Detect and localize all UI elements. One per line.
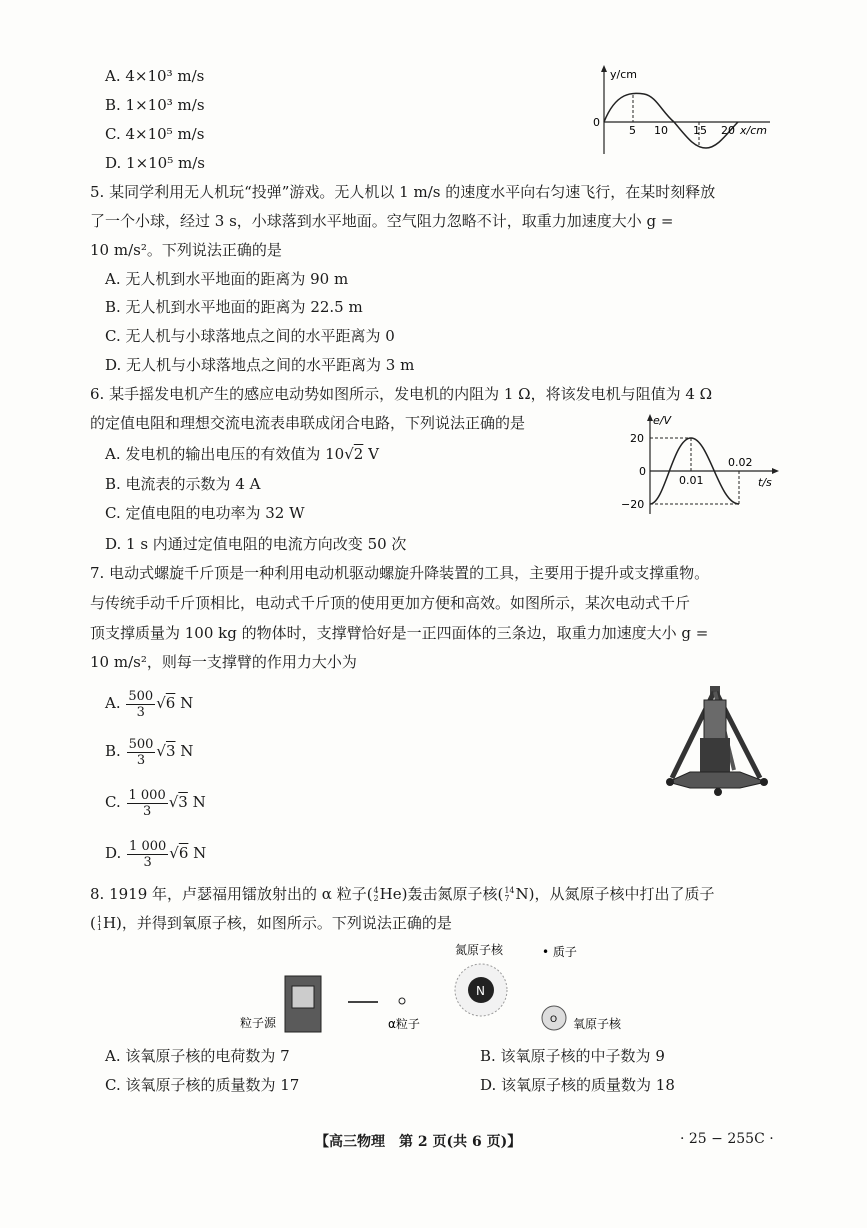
q7-option-b-fraction [127,737,156,768]
q7-option-d-den: 3 [143,854,152,870]
q8-line-2 [90,913,452,933]
q4-option-b: B. 1×10³ m/s [105,96,205,114]
q7-line-1: 7. 电动式螺旋千斤顶是一种利用电动机驱动螺旋升降装置的工具，主要用于提升或支撑重物。 [90,564,710,582]
sqrt-icon: √ [156,742,166,760]
q5-option-d: D. 无人机与小球落地点之间的水平距离为 3 m [105,356,415,374]
q6-option-d: D. 1 s 内通过定值电阻的电流方向改变 50 次 [105,535,407,553]
wave-origin: 0 [593,116,600,129]
emf-ylabel: e/V [653,414,671,427]
q7-option-d-root: 6 [178,844,189,862]
emf-xlabel: t/s [758,476,772,489]
q5-option-a: A. 无人机到水平地面的距离为 90 m [105,270,349,288]
q6-option-a [105,444,379,464]
q8-line-1-a: 8. 1919 年，卢瑟福用镭放射出的 α 粒子( [90,885,373,903]
page-footer: 【高三物理 第 2 页(共 6 页)】 [315,1134,522,1150]
emf-tick-t1: 0.01 [679,474,704,487]
q6-option-a-unit: V [363,445,379,463]
emf-origin: 0 [639,465,646,478]
q7-option-b-den: 3 [136,752,146,768]
q8-option-c: C. 该氧原子核的质量数为 17 [105,1076,300,1094]
q5-line-2: 了一个小球，经过 3 s，小球落到水平地面。空气阻力忽略不计，取重力加速度大小 g = [90,212,674,230]
q7-option-a-unit: N [180,694,194,712]
sqrt-icon: √ [344,445,354,463]
wave-y-arrow [601,65,607,72]
jack-base [668,772,766,788]
q7-option-c-root: 3 [178,793,188,811]
q7-option-a-num: 500 [128,688,154,704]
nuclide-nitrogen [504,887,514,903]
q7-option-a-den: 3 [136,704,145,720]
emf-tick-t2: 0.02 [728,456,753,469]
q7-option-c-letter: C. [105,793,121,811]
q5-line-3: 10 m/s²。下列说法正确的是 [90,241,282,259]
he-z: 2 [373,894,379,903]
q6-option-a-root: 2 [353,445,364,463]
wave-ylabel: y/cm [610,68,637,81]
wave-tick-5: 5 [629,124,636,137]
wave-tick-20: 20 [721,124,735,137]
q7-option-b-num: 500 [128,736,154,752]
q7-option-b-root: 3 [165,742,176,760]
nuclide-helium [374,887,379,903]
q7-option-d [105,838,206,870]
n-z: 7 [504,894,510,903]
h-symbol: H [102,914,117,932]
exam-code: · 25 − 255C · [680,1131,774,1147]
q6-option-c: C. 定值电阻的电功率为 32 W [105,504,305,522]
alpha-label: α粒子 [388,1017,420,1031]
emf-graph [615,410,785,520]
q6-option-a-prefix: A. 发电机的输出电压的有效值为 10 [105,445,345,463]
q8-option-b: B. 该氧原子核的中子数为 9 [480,1047,665,1065]
particle-source-window [292,986,314,1008]
wave-tick-15: 15 [693,124,707,137]
alpha-particle [399,998,405,1004]
jack-wheel-right [760,778,768,786]
wave-graph [590,62,790,162]
source-label: 粒子源 [240,1016,277,1030]
q4-option-d: D. 1×10⁵ m/s [105,154,205,172]
wave-xlabel: x/cm [740,124,767,137]
rutherford-figure [230,940,650,1035]
jack-wheel-left [666,778,674,786]
he-symbol: He [379,885,402,903]
q4-option-c: C. 4×10⁵ m/s [105,125,205,143]
q6-line-1: 6. 某手摇发电机产生的感应电动势如图所示，发电机的内阻为 1 Ω，将该发电机与阻值为 4 Ω [90,385,713,403]
q7-option-c [105,787,206,819]
sqrt-icon: √ [169,844,179,862]
q7-option-c-unit: N [192,793,206,811]
n-mass: 14 [504,886,515,895]
h-z: 1 [96,923,102,932]
n-symbol: N [515,885,529,903]
q7-option-a-fraction [126,689,155,720]
q7-option-a-root: 6 [165,694,176,712]
nitrogen-label: 氮原子核 [455,943,504,957]
q8-line-2-b: )，并得到氧原子核，如图所示。下列说法正确的是 [116,914,452,932]
q7-line-2: 与传统手动千斤顶相比，电动式千斤顶的使用更加方便和高效。如图所示，某次电动式千斤 [90,594,691,612]
wave-curve [604,93,738,148]
jack-wheel-front [714,788,722,796]
jack-image [660,678,775,803]
sqrt-icon: √ [168,793,179,811]
h-mass: 1 [96,915,102,924]
q7-option-b-letter: B. [105,742,121,760]
q7-line-4: 10 m/s²，则每一支撑臂的作用力大小为 [90,653,357,671]
q8-option-d: D. 该氧原子核的质量数为 18 [480,1076,675,1094]
emf-tick-bottom: −20 [621,498,645,511]
emf-x-arrow [772,468,779,474]
nuclide-hydrogen [97,916,102,932]
q6-line-2: 的定值电阻和理想交流电流表串联成闭合电路，下列说法正确的是 [90,414,526,432]
nitrogen-mark: N [476,984,485,998]
q7-option-d-num: 1 000 [129,838,167,854]
q8-line-2-a: ( [90,914,96,932]
wave-tick-10: 10 [654,124,668,137]
he-mass: 4 [373,886,379,895]
q5-option-c: C. 无人机与小球落地点之间的水平距离为 0 [105,327,395,345]
q5-line-1: 5. 某同学利用无人机玩“投弹”游戏。无人机以 1 m/s 的速度水平向右匀速飞行，在某时刻释放 [90,183,716,201]
q8-line-1-c: )，从氮原子核中打出了质子 [528,885,715,903]
q8-option-a: A. 该氧原子核的电荷数为 7 [105,1047,290,1065]
oxygen-label: 氧原子核 [573,1017,622,1031]
sqrt-icon: √ [156,694,166,712]
q7-option-b [105,736,193,768]
q7-option-d-fraction [127,839,168,870]
q7-option-c-num: 1 000 [128,787,166,803]
q7-option-a-letter: A. [105,694,121,712]
q7-line-3: 顶支撑质量为 100 kg 的物体时，支撑臂恰好是一正四面体的三条边，取重力加速度大小 g = [90,624,709,642]
q8-line-1-b: )轰击氮原子核( [401,885,504,903]
q6-option-b: B. 电流表的示数为 4 A [105,475,261,493]
q7-option-a [105,688,193,720]
proton-label: • 质子 [542,945,577,959]
q8-line-1 [90,884,715,904]
q7-option-c-fraction [127,788,168,819]
q5-option-b: B. 无人机到水平地面的距离为 22.5 m [105,298,363,316]
emf-tick-top: 20 [630,432,644,445]
q4-option-a: A. 4×10³ m/s [105,67,205,85]
oxygen-mark: O [550,1015,558,1025]
q7-option-b-unit: N [180,742,194,760]
q7-option-d-unit: N [193,844,207,862]
q7-option-c-den: 3 [142,803,152,819]
q7-option-d-letter: D. [105,844,122,862]
jack-body [700,738,730,772]
